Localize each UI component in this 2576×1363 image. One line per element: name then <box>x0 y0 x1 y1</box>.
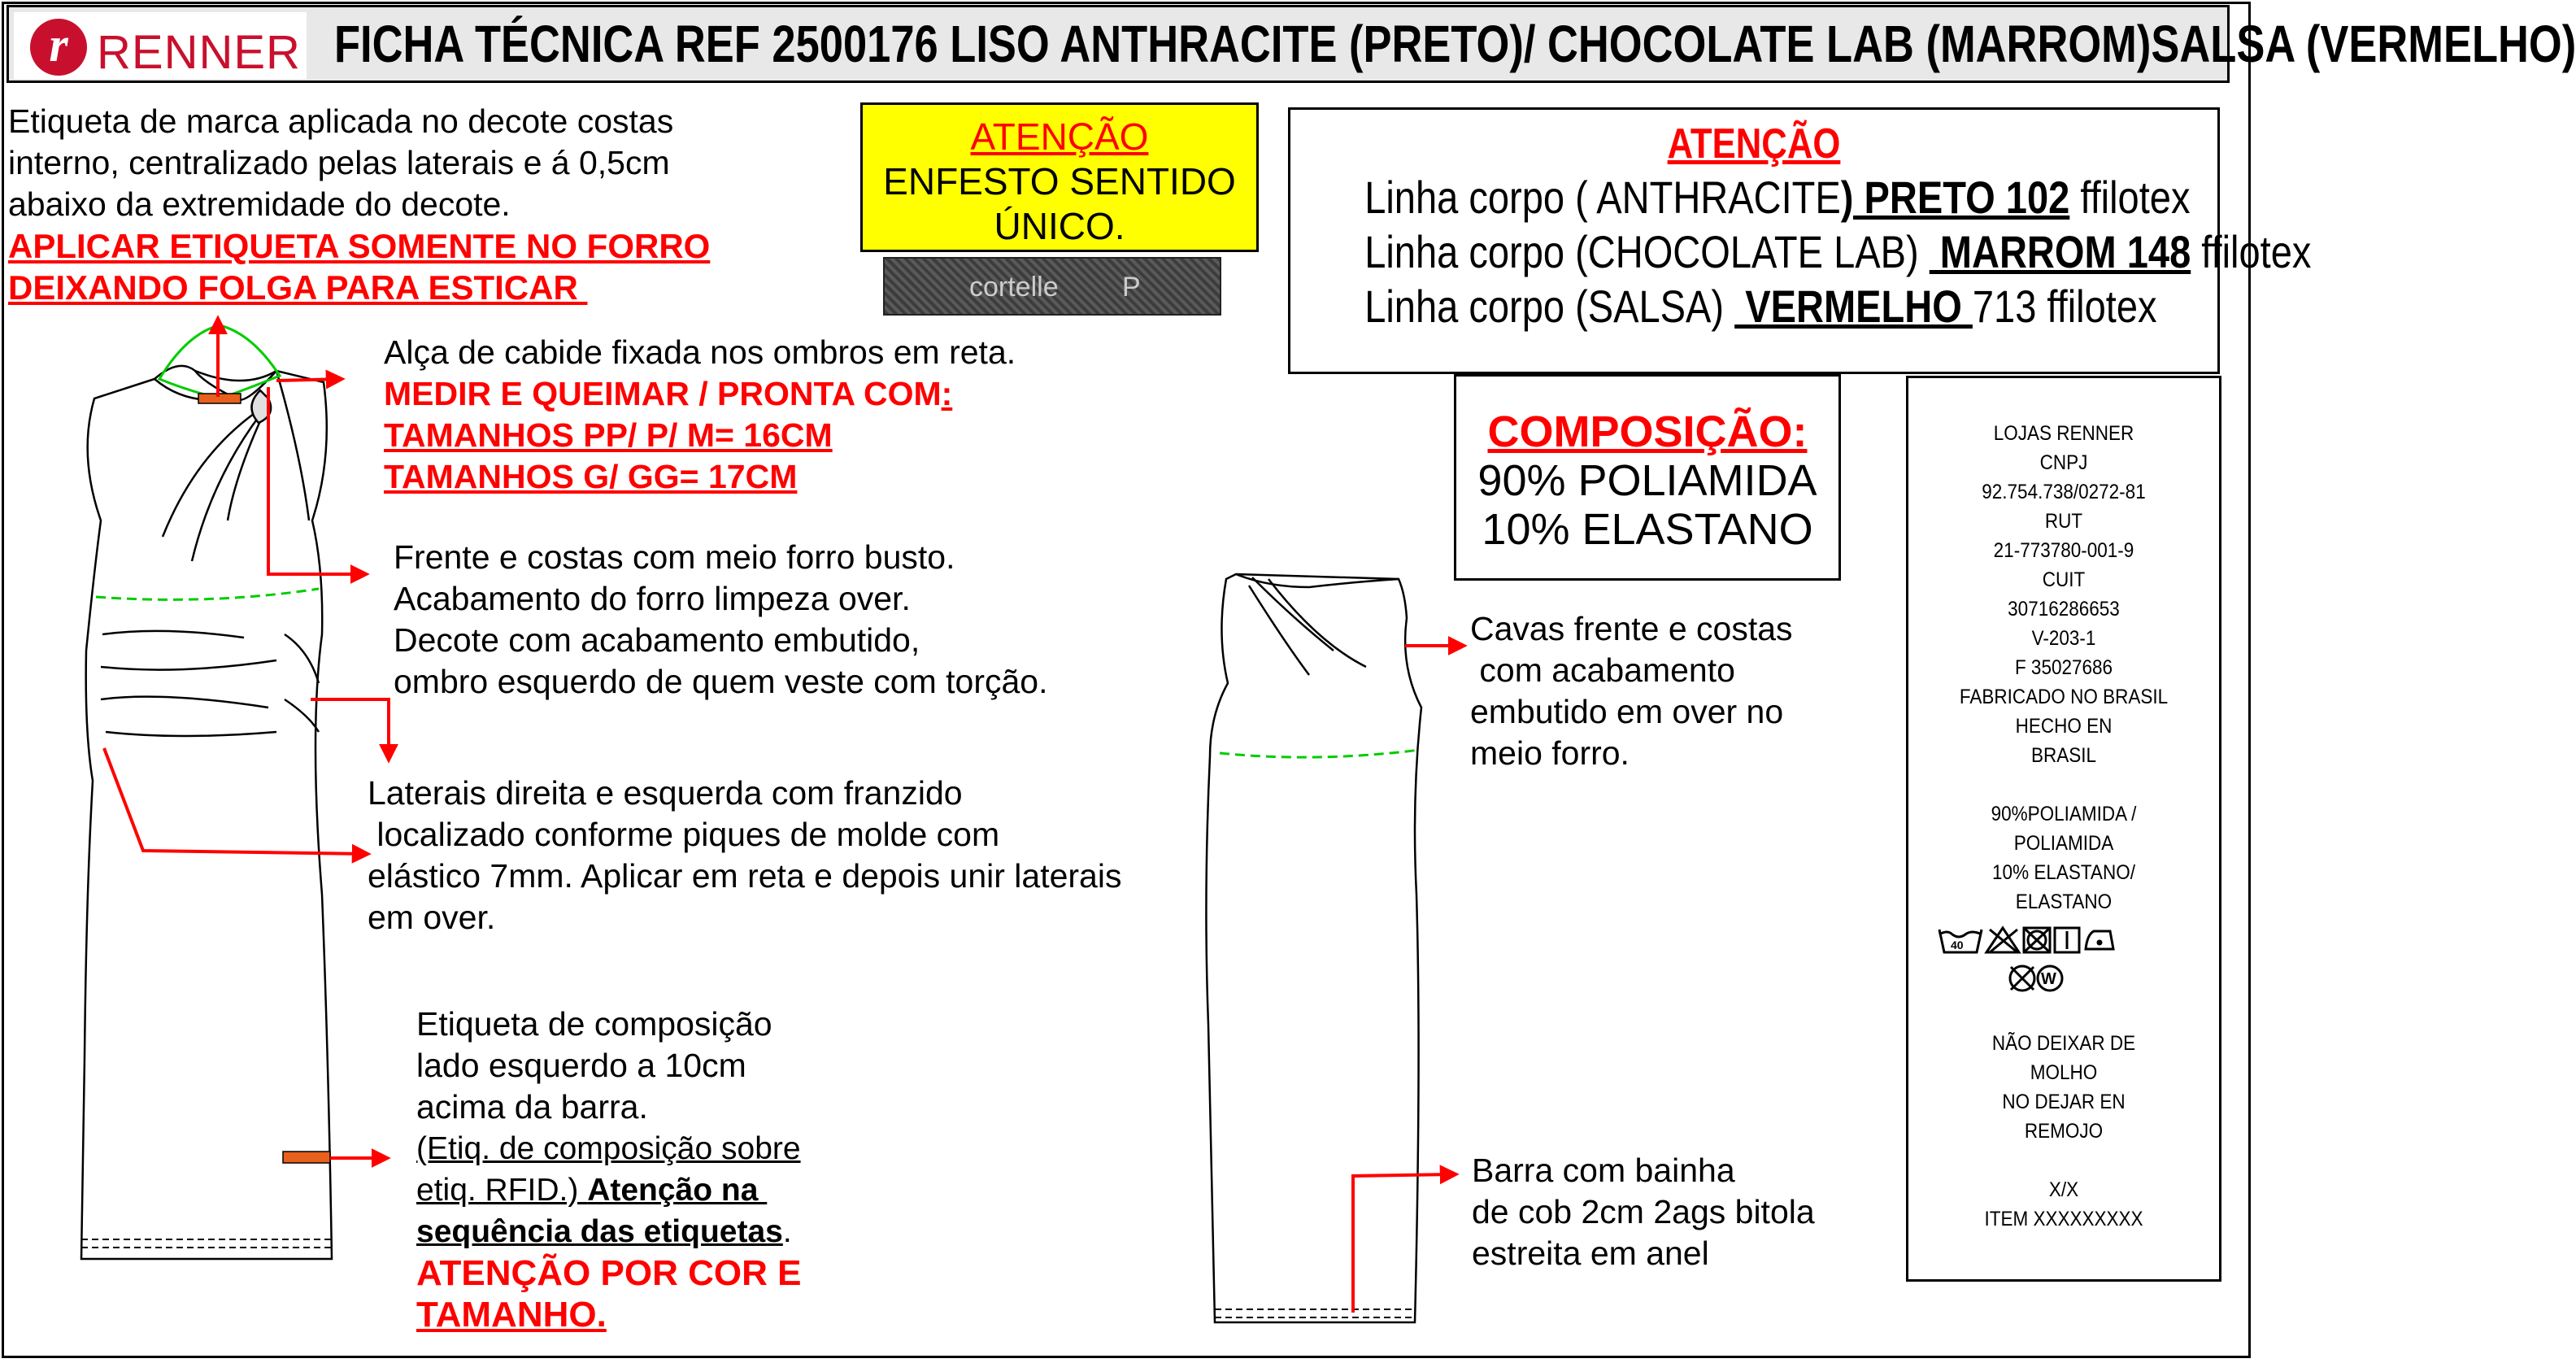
attention-line: ENFESTO SENTIDO <box>883 160 1236 202</box>
warning-dot: . <box>596 1295 607 1335</box>
front-dress-drawing <box>81 366 332 1259</box>
hanger-arrow <box>276 379 342 381</box>
svg-text:40: 40 <box>1951 938 1964 951</box>
thread-color: MARROM 148 <box>1929 226 2191 277</box>
thread-text: Linha corpo (CHOCOLATE LAB) <box>1364 226 1930 277</box>
note-line: Etiqueta de marca aplicada no decote costas <box>8 102 674 140</box>
care-label-line: 21-773780-001-9 <box>1993 539 2134 562</box>
care-label-line: ELASTANO <box>2015 891 2113 913</box>
attention-title: ATENÇÃO <box>970 115 1149 158</box>
care-label-line: F 35027686 <box>2014 656 2113 679</box>
care-label-line: REMOJO <box>2024 1120 2104 1143</box>
care-label-line: POLIAMIDA <box>2013 832 2114 855</box>
note-line: elástico 7mm. Aplicar em reta e depois unir laterais <box>368 857 1122 895</box>
note-line: abaixo da extremidade do decote. <box>8 185 511 223</box>
note-line: localizado conforme piques de molde com <box>368 816 1000 853</box>
fabric-brand: cortelle <box>969 272 1059 303</box>
back-dress-drawing <box>1206 574 1421 1322</box>
thread-color: ) PRETO 102 <box>1840 172 2070 223</box>
note-bold: Atenção na <box>587 1173 768 1208</box>
page-title: FICHA TÉCNICA REF 2500176 LISO ANTHRACITE (PRETO)/ CHOCOLATE LAB (MARROM)SALSA (VERMELHO) <box>334 15 2576 73</box>
care-label-line: 10% ELASTANO/ <box>1992 861 2135 884</box>
note-line: Etiqueta de composição <box>416 1005 772 1043</box>
note-line: Alça de cabide fixada nos ombros em reta. <box>384 333 1016 371</box>
care-label-line: NÃO DEIXAR DE <box>1991 1032 2136 1055</box>
thread-brand: ffilotex <box>2191 226 2312 277</box>
note-line: Frente e costas com meio forro busto. <box>394 538 955 576</box>
note-warning: DEIXANDO FOLGA PARA ESTICAR <box>8 268 588 307</box>
warning-text: TAMANHO <box>416 1295 597 1335</box>
warning-colon: : <box>941 375 953 412</box>
comp-label-marker <box>283 1152 330 1163</box>
care-label-line: ITEM XXXXXXXXX <box>1984 1208 2143 1230</box>
care-label-line: 30716286653 <box>2008 598 2120 621</box>
note-line: Barra com bainha <box>1472 1152 1735 1189</box>
care-label-line: CNPJ <box>2039 451 2088 474</box>
care-label-line: RUT <box>2044 510 2083 533</box>
note-line: embutido em over no <box>1470 693 1784 730</box>
composition-line: 90% POLIAMIDA <box>1477 456 1817 505</box>
note-line: Laterais direita e esquerda com franzido <box>368 774 963 812</box>
care-label-line: MOLHO <box>2030 1061 2098 1084</box>
gather-arrow <box>311 699 389 760</box>
note-line: Decote com acabamento embutido, <box>394 621 920 659</box>
note-line: Cavas frente e costas <box>1470 610 1793 647</box>
logo-mark: r <box>30 19 87 76</box>
thread-brand: 713 ffilotex <box>1972 281 2157 332</box>
care-label-line: 90%POLIAMIDA / <box>1991 803 2137 825</box>
care-label-line: NO DEJAR EN <box>2002 1091 2126 1113</box>
note-line: ombro esquerdo de quem veste com torção. <box>394 663 1048 700</box>
thread-text: Linha corpo (SALSA) <box>1364 281 1735 332</box>
thread-brand: ffilotex <box>2069 172 2191 223</box>
logo-text: RENNER <box>97 26 301 79</box>
composition-line: 10% ELASTANO <box>1482 505 1813 554</box>
note-text: . <box>782 1214 792 1249</box>
note-line: em over. <box>368 899 496 936</box>
fabric-size: P <box>1122 272 1141 303</box>
warning-text: MEDIR E QUEIMAR / PRONTA COM <box>384 375 942 412</box>
care-label-line: FABRICADO NO BRASIL <box>1959 686 2169 708</box>
note-line: lado esquerdo a 10cm <box>416 1047 746 1084</box>
note-line: com acabamento <box>1470 651 1735 689</box>
thread-text: Linha corpo ( ANTHRACITE <box>1364 172 1841 223</box>
care-label-line: X/X <box>2048 1178 2079 1201</box>
note-warning: ATENÇÃO POR COR E <box>416 1253 802 1293</box>
care-label-line: CUIT <box>2042 568 2086 591</box>
note-line: acima da barra. <box>416 1088 648 1126</box>
care-label-line: HECHO EN <box>2015 715 2113 738</box>
note-warning: APLICAR ETIQUETA SOMENTE NO FORRO <box>8 227 711 265</box>
note-text: etiq. RFID.) <box>416 1173 588 1208</box>
note-bold: sequência das etiquetas <box>416 1214 783 1249</box>
care-label-line: V-203-1 <box>2031 627 2096 650</box>
thread-color: VERMELHO <box>1734 281 1973 332</box>
care-label-line: BRASIL <box>2030 744 2097 767</box>
note-line: de cob 2cm 2ags bitola <box>1472 1193 1815 1230</box>
note-line: (Etiq. de composição sobre <box>416 1131 801 1166</box>
note-line: Acabamento do forro limpeza over. <box>394 580 911 617</box>
note-line: interno, centralizado pelas laterais e á 0,5cm <box>8 144 670 181</box>
attention-line: ÚNICO. <box>994 205 1125 247</box>
note-warning: TAMANHOS G/ GG= 17CM <box>384 458 798 495</box>
thread-title: ATENÇÃO <box>1667 120 1841 168</box>
care-label-line: LOJAS RENNER <box>1993 422 2134 445</box>
care-label-line: 92.754.738/0272-81 <box>1982 481 2146 503</box>
note-line: estreita em anel <box>1472 1235 1709 1272</box>
note-line: meio forro. <box>1470 734 1630 772</box>
svg-text:W: W <box>2041 970 2056 988</box>
note-warning: TAMANHOS PP/ P/ M= 16CM <box>384 416 833 454</box>
composition-title: COMPOSIÇÃO: <box>1487 407 1808 456</box>
